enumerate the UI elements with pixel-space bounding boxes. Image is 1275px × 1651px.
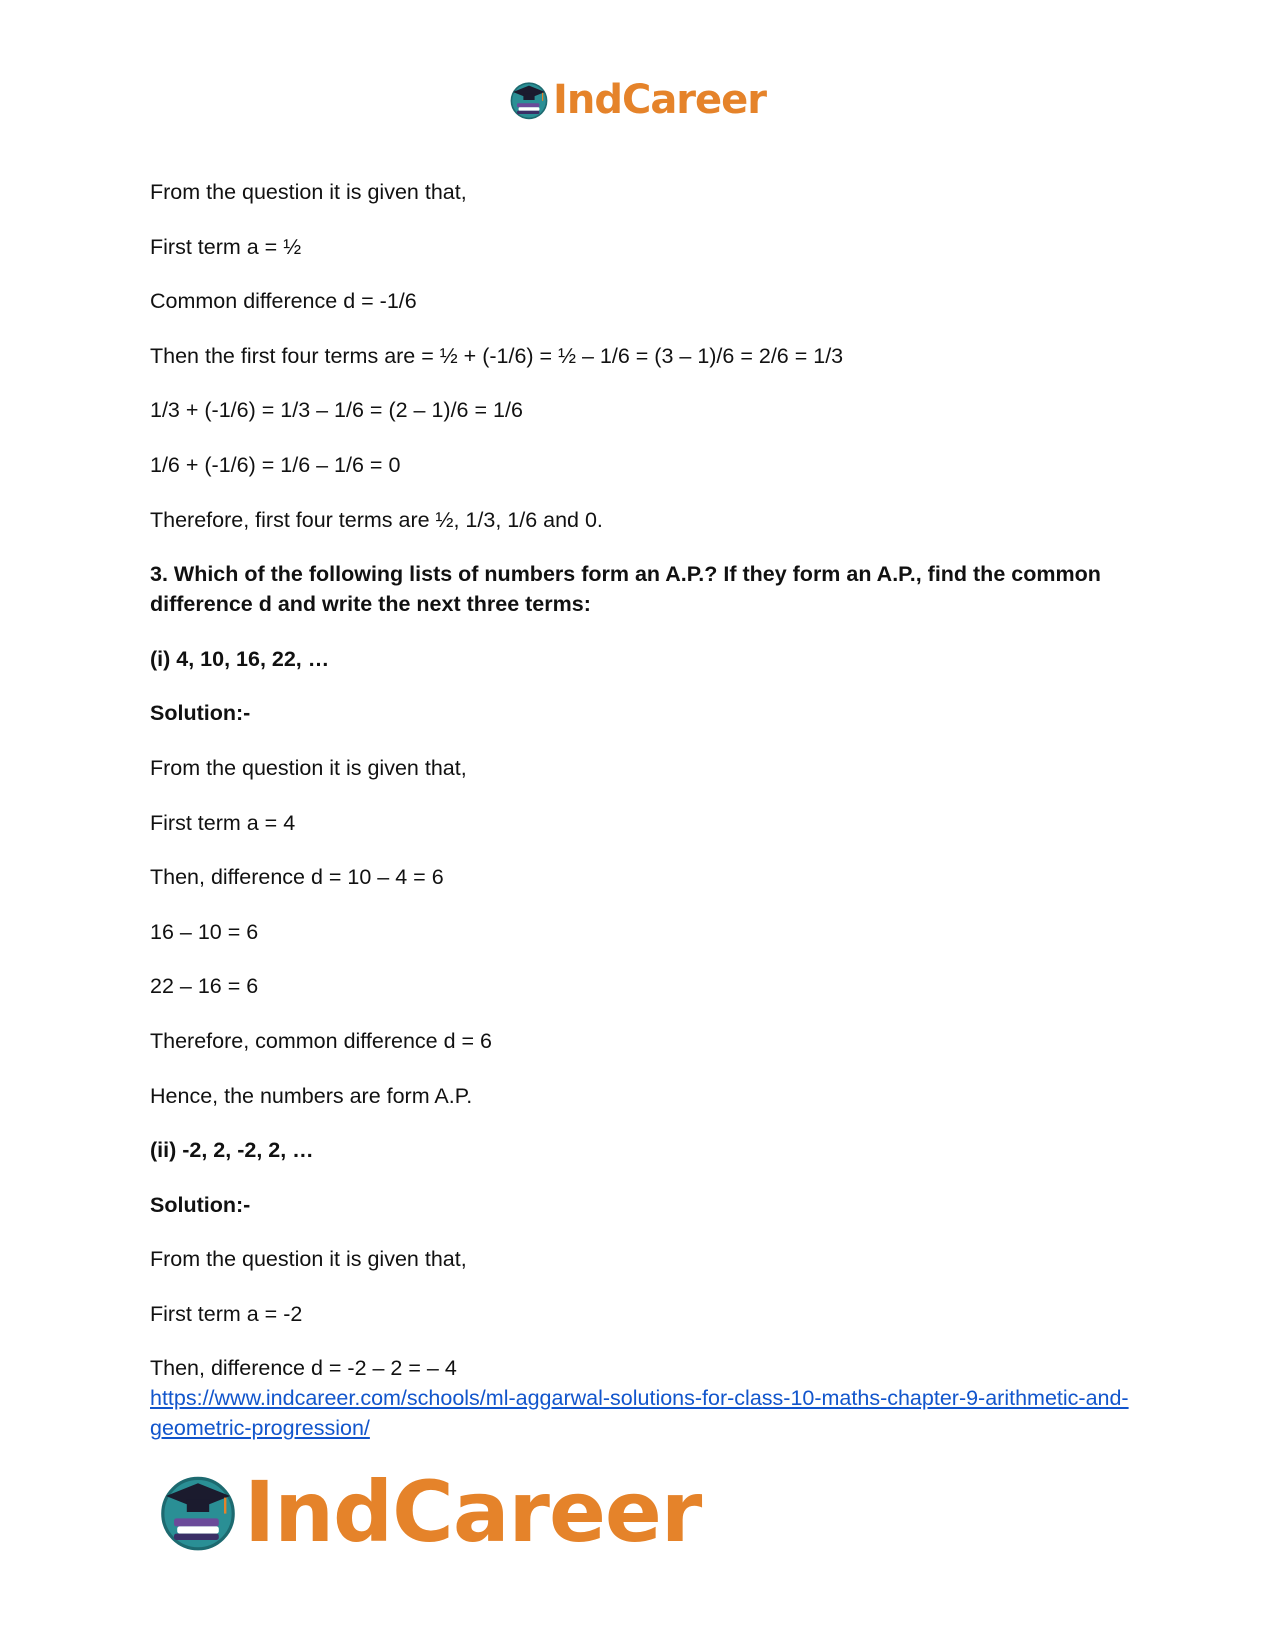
paragraph: Then, difference d = 10 – 4 = 6: [150, 865, 444, 890]
question-heading: 3. Which of the following lists of numbers form an A.P.? If they form an A.P., find the common difference d and write the next three terms:: [150, 562, 1107, 617]
paragraph: First term a = 4: [150, 810, 296, 835]
paragraph: 16 – 10 = 6: [150, 919, 259, 944]
paragraph: 1/6 + (-1/6) = 1/6 – 1/6 = 0: [150, 452, 401, 477]
paragraph: Therefore, common difference d = 6: [150, 1028, 492, 1053]
paragraph: Hence, the numbers are form A.P.: [150, 1083, 473, 1108]
graduation-cap-books-icon: [158, 1472, 238, 1552]
paragraph: From the question it is given that,: [150, 180, 467, 204]
paragraph: First term a = -2: [150, 1301, 303, 1326]
logo-wordmark: IndCareer: [552, 77, 767, 123]
paragraph: Therefore, first four terms are ½, 1/3, 1/6 and 0.: [150, 507, 603, 532]
solution-label: Solution:-: [150, 1192, 251, 1217]
solution-label: Solution:-: [150, 701, 251, 726]
sub-question-heading: (ii) -2, 2, -2, 2, …: [150, 1138, 314, 1163]
paragraph: From the question it is given that,: [150, 1247, 467, 1272]
paragraph: Then, difference d = -2 – 2 = – 4: [150, 1356, 457, 1381]
source-link[interactable]: https://www.indcareer.com/schools/ml-aggarwal-solutions-for-class-10-maths-chapter-9-arithmetic-and-geometric-progression/: [150, 1386, 1129, 1441]
indcareer-logo: [158, 1463, 702, 1561]
paragraph: Then the first four terms are = ½ + (-1/6) = ½ – 1/6 = (3 – 1)/6 = 2/6 = 1/3: [150, 343, 844, 368]
document-body: [150, 177, 1130, 1443]
header-logo: [0, 77, 1275, 123]
paragraph: 22 – 16 = 6: [150, 974, 259, 999]
logo-wordmark: IndCareer: [244, 1463, 702, 1561]
footer-logo: [158, 1463, 702, 1561]
sub-question-heading: (i) 4, 10, 16, 22, …: [150, 646, 330, 671]
indcareer-logo: [509, 77, 767, 123]
graduation-cap-books-icon: [509, 80, 549, 120]
paragraph: From the question it is given that,: [150, 755, 467, 780]
paragraph: 1/3 + (-1/6) = 1/3 – 1/6 = (2 – 1)/6 = 1/6: [150, 398, 523, 423]
paragraph: First term a = ½: [150, 234, 302, 259]
paragraph: Common difference d = -1/6: [150, 289, 417, 314]
